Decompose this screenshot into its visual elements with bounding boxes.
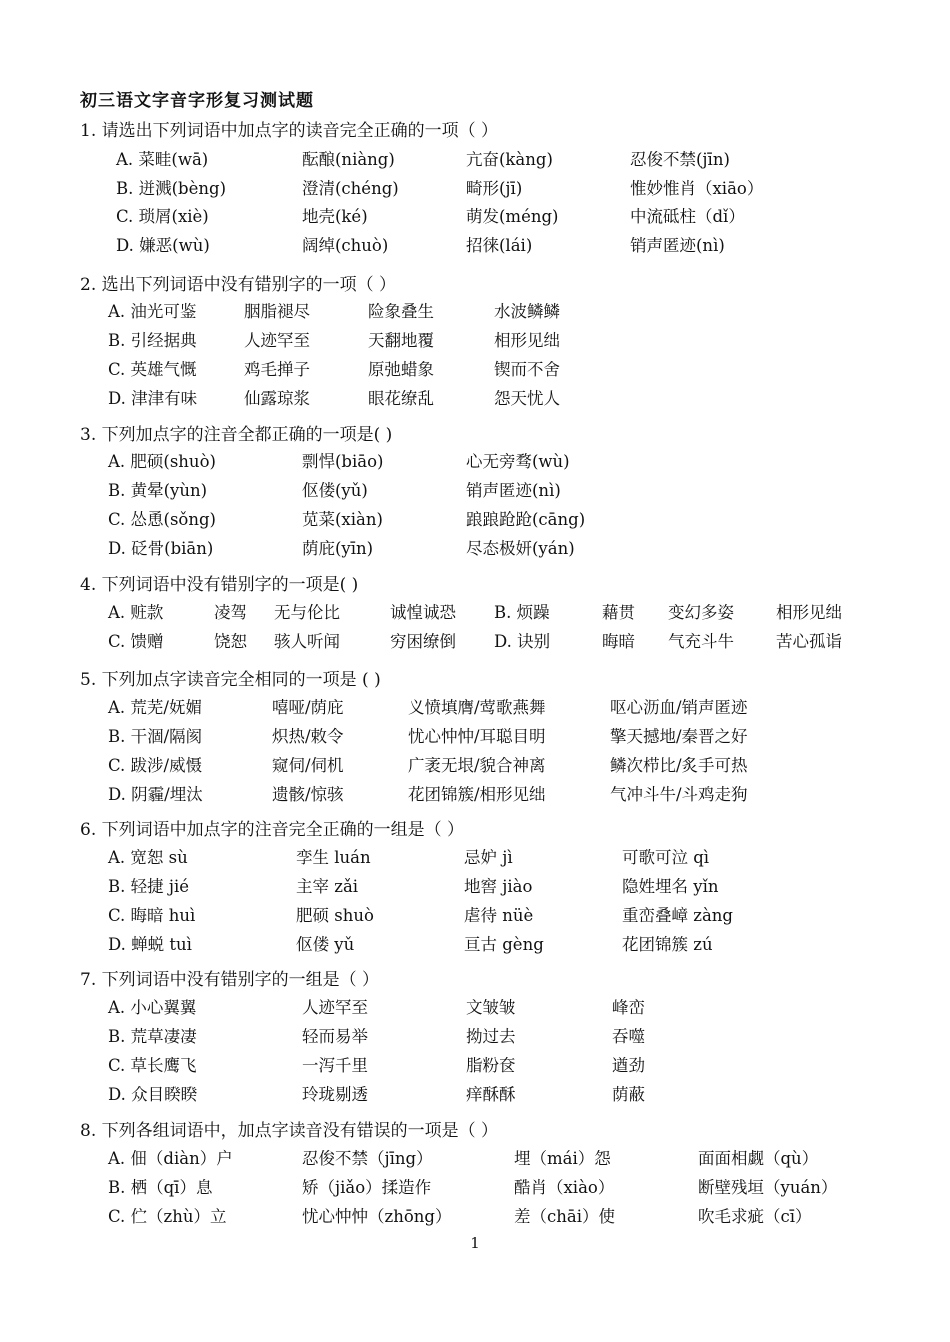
option-row (0, 298, 950, 326)
option-cell: D. 诀别 (494, 632, 551, 651)
option-cell: 相形见绌 (776, 603, 842, 622)
option-cell: 变幻多姿 (668, 603, 734, 622)
option-row (0, 1174, 950, 1202)
option-cell: A. 小心翼翼 (108, 998, 197, 1017)
question-stem: 2. 选出下列词语中没有错别字的一项（ ） (80, 275, 397, 295)
option-cell: D. 砭骨(biān) (108, 539, 214, 558)
option-cell: 鳞次栉比/炙手可热 (610, 756, 748, 775)
option-cell: 忧心忡忡/耳聪目明 (408, 727, 546, 746)
option-cell: D. 津津有味 (108, 389, 198, 408)
option-cell: 忧心忡忡（zhōng） (302, 1207, 452, 1226)
option-cell: C. 跋涉/威慑 (108, 756, 203, 775)
document-title: 初三语文字音字形复习测试题 (80, 91, 314, 111)
option-cell: 隐姓埋名 yǐn (622, 877, 719, 896)
option-cell: 无与伦比 (274, 603, 340, 622)
option-cell: C. 伫（zhù）立 (108, 1207, 227, 1226)
question-stem: 5. 下列加点字读音完全相同的一项是 ( ) (80, 670, 381, 690)
option-cell: 峰峦 (612, 998, 645, 1017)
question-stem: 1. 请选出下列词语中加点字的读音完全正确的一项（ ） (80, 121, 499, 141)
option-cell: 人迹罕至 (244, 331, 310, 350)
option-cell: 原弛蜡象 (368, 360, 434, 379)
option-cell: A. 赃款 (108, 603, 164, 622)
option-row (0, 994, 950, 1022)
option-cell: 怨天忧人 (494, 389, 560, 408)
option-cell: 气冲斗牛/斗鸡走狗 (610, 785, 748, 804)
option-cell: 忌妒 jì (464, 848, 513, 867)
option-row (0, 203, 950, 231)
option-cell: D. 阴霾/埋汰 (108, 785, 203, 804)
option-cell: 亢奋(kàng) (466, 150, 553, 169)
option-cell: 相形见绌 (494, 331, 560, 350)
option-cell: B. 迸溅(bèng) (116, 178, 227, 198)
option-cell: 轻而易举 (302, 1027, 368, 1046)
option-cell: C. 怂恿(sǒng) (108, 510, 216, 529)
option-row (0, 1023, 950, 1051)
option-row (0, 1203, 950, 1231)
option-row (0, 694, 950, 722)
option-cell: 花团锦簇/相形见绌 (408, 785, 546, 804)
option-cell: 穷困缭倒 (390, 632, 456, 651)
option-cell: 重峦叠嶂 zàng (622, 906, 733, 925)
option-cell: 痒酥酥 (466, 1085, 516, 1104)
option-cell: 骇人听闻 (274, 632, 340, 651)
option-cell: 虐待 nüè (464, 906, 534, 925)
option-cell: 一泻千里 (302, 1056, 368, 1075)
option-cell: 可歌可泣 qì (622, 848, 710, 867)
option-cell: 酷肖（xiào） (514, 1178, 615, 1197)
option-cell: 鸡毛掸子 (244, 360, 310, 379)
question-stem: 4. 下列词语中没有错别字的一项是( ) (80, 575, 359, 595)
option-cell: 伛偻(yǔ) (302, 481, 368, 500)
option-cell: 荫庇(yīn) (302, 539, 374, 558)
question-stem: 3. 下列加点字的注音全都正确的一项是( ) (80, 425, 393, 445)
option-cell: 苦心孤诣 (776, 632, 842, 651)
option-cell: 忍俊不禁(jīn) (630, 150, 730, 169)
question-stem: 7. 下列词语中没有错别字的一组是（ ） (80, 970, 380, 990)
option-cell: 胭脂褪尽 (244, 302, 310, 321)
option-row (0, 1145, 950, 1173)
option-row (0, 535, 950, 563)
option-cell: 惟妙惟肖（xiāo） (630, 178, 764, 198)
option-cell: A. 宽恕 sù (108, 848, 188, 867)
option-cell: 断壁残垣（yuán） (698, 1178, 838, 1197)
option-cell: B. 干涸/隔阂 (108, 727, 203, 746)
option-cell: 诚惶诚恐 (390, 603, 456, 622)
option-cell: 藉贯 (602, 603, 635, 622)
option-cell: 凌驾 (214, 603, 247, 622)
option-row (0, 752, 950, 780)
option-row (0, 146, 950, 174)
option-cell: 苋菜(xiàn) (302, 510, 383, 529)
option-cell: 孪生 luán (296, 848, 371, 867)
option-cell: 招徕(lái) (466, 236, 533, 256)
page-number: 1 (470, 1234, 480, 1252)
option-cell: 水波鳞鳞 (494, 302, 560, 321)
option-cell: 地壳(ké) (302, 207, 368, 227)
option-row (0, 232, 950, 260)
option-row (0, 781, 950, 809)
option-row (0, 327, 950, 355)
option-cell: A. 油光可鉴 (108, 302, 197, 321)
option-row (0, 385, 950, 413)
option-cell: C. 英雄气慨 (108, 360, 197, 379)
option-cell: 人迹罕至 (302, 998, 368, 1017)
question-stem: 8. 下列各组词语中，加点字读音没有错误的一项是（ ） (80, 1121, 499, 1141)
option-cell: B. 栖（qī）息 (108, 1178, 213, 1197)
option-cell: A. 肥硕(shuò) (108, 452, 216, 471)
option-cell: D. 蝉蜕 tuì (108, 935, 192, 954)
option-cell: B. 引经据典 (108, 331, 197, 350)
option-cell: 畸形(jī) (466, 178, 523, 198)
option-cell: C. 晦暗 huì (108, 906, 196, 925)
option-row (0, 1081, 950, 1109)
option-cell: 炽热/敕令 (272, 727, 344, 746)
question-stem: 6. 下列词语中加点字的注音完全正确的一组是（ ） (80, 820, 465, 840)
option-row (0, 902, 950, 930)
option-cell: B. 荒草凄凄 (108, 1027, 197, 1046)
option-cell: 澄清(chéng) (302, 178, 399, 198)
option-cell: 中流砥柱（dǐ） (630, 207, 745, 227)
option-cell: 险象叠生 (368, 302, 434, 321)
option-row (0, 448, 950, 476)
option-cell: 主宰 zǎi (296, 877, 359, 896)
option-cell: 伛偻 yǔ (296, 935, 355, 954)
option-cell: 亘古 gèng (464, 935, 544, 954)
option-cell: 差（chāi）使 (514, 1207, 615, 1226)
option-row (0, 356, 950, 384)
option-cell: 踉踉跄跄(cāng) (466, 510, 586, 529)
option-cell: 广袤无垠/貌合神离 (408, 756, 546, 775)
option-cell: 玲珑剔透 (302, 1085, 368, 1104)
option-cell: 遒劲 (612, 1056, 645, 1075)
option-cell: 酝酿(niàng) (302, 150, 395, 169)
option-cell: 花团锦簇 zú (622, 935, 713, 954)
option-cell: 饶恕 (214, 632, 247, 651)
option-cell: 尽态极妍(yán) (466, 539, 575, 558)
option-cell: 销声匿迹(nì) (466, 481, 561, 500)
option-cell: 呕心沥血/销声匿迹 (610, 698, 748, 717)
option-cell: 遗骸/惊骇 (272, 785, 344, 804)
option-cell: 擎天撼地/秦晋之好 (610, 727, 748, 746)
option-cell: 脂粉奁 (466, 1056, 516, 1075)
option-row (0, 506, 950, 534)
option-row (0, 931, 950, 959)
option-cell: A. 荒芜/妩媚 (108, 698, 202, 717)
option-cell: 嘻哑/荫庇 (272, 698, 344, 717)
option-cell: 仙露琼浆 (244, 389, 310, 408)
option-cell: 地窖 jiào (464, 877, 533, 896)
option-cell: C. 草长鹰飞 (108, 1056, 197, 1075)
option-cell: 肥硕 shuò (296, 906, 374, 925)
option-cell: D. 众目睽睽 (108, 1085, 198, 1104)
option-cell: 眼花缭乱 (368, 389, 434, 408)
option-cell: 荫蔽 (612, 1085, 645, 1104)
option-row (0, 873, 950, 901)
option-cell: 吞噬 (612, 1027, 645, 1046)
option-cell: 锲而不舍 (494, 360, 560, 379)
option-cell: C. 琐屑(xiè) (116, 207, 209, 227)
option-cell: 义愤填膺/莺歌燕舞 (408, 698, 546, 717)
option-row (0, 723, 950, 751)
option-cell: 晦暗 (602, 632, 635, 651)
option-row (0, 844, 950, 872)
option-cell: A. 佃（diàn）户 (108, 1149, 233, 1168)
option-cell: B. 黄晕(yùn) (108, 481, 208, 500)
option-cell: 面面相觑（qù） (698, 1149, 819, 1168)
option-cell: B. 轻捷 jié (108, 877, 190, 896)
option-cell: 窥伺/伺机 (272, 756, 344, 775)
option-cell: 气充斗牛 (668, 632, 734, 651)
option-cell: 忍俊不禁（jīng） (302, 1149, 433, 1168)
option-row (0, 1052, 950, 1080)
option-cell: A. 菜畦(wā) (116, 150, 209, 169)
option-cell: 拗过去 (466, 1027, 516, 1046)
option-cell: 剽悍(biāo) (302, 452, 384, 471)
option-row (0, 175, 950, 203)
option-cell: 文皱皱 (466, 998, 516, 1017)
option-cell: C. 馈赠 (108, 632, 164, 651)
option-row (0, 628, 950, 656)
option-cell: 吹毛求疵（cī） (698, 1207, 812, 1226)
option-cell: 天翻地覆 (368, 331, 434, 350)
option-cell: B. 烦躁 (494, 603, 550, 622)
option-cell: 销声匿迹(nì) (630, 236, 725, 256)
option-row (0, 599, 950, 627)
option-cell: 矫（jiǎo）揉造作 (302, 1178, 432, 1197)
option-row (0, 477, 950, 505)
option-cell: 埋（mái）怨 (514, 1149, 611, 1168)
option-cell: D. 嫌恶(wù) (116, 236, 210, 256)
option-cell: 心无旁骛(wù) (466, 452, 570, 471)
option-cell: 萌发(méng) (466, 207, 559, 227)
option-cell: 阔绰(chuò) (302, 236, 389, 256)
